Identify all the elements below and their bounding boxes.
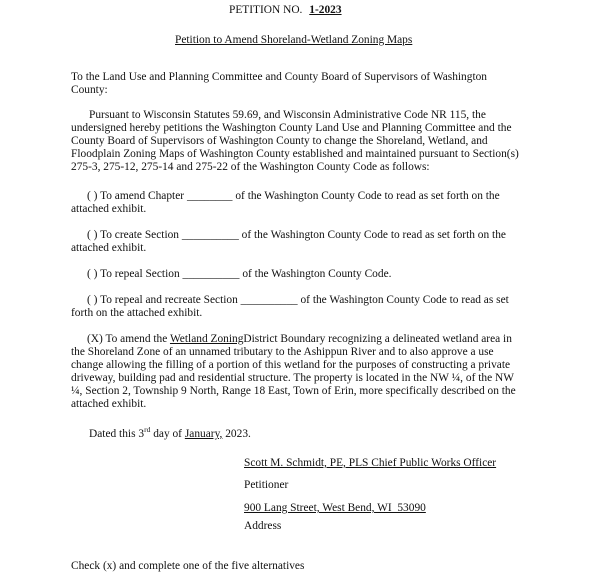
document-title: Petition to Amend Shoreland-Wetland Zoning Maps bbox=[175, 34, 413, 46]
wetland-zoning-term: Wetland Zoning bbox=[169, 333, 244, 345]
checkbox-mark: ( ) bbox=[87, 268, 98, 280]
option-repeal-section: ( ) To repeal Section __________ of the Washington County Code. bbox=[87, 268, 392, 280]
option-repeal-recreate-section: ( ) To repeal and recreate Section __________ of the Washington County Code to read as set forth on the attached exhibit. bbox=[71, 294, 509, 319]
dated-line: Dated this 3rd day of January, 2023. bbox=[89, 425, 251, 440]
blank-field: __________ bbox=[181, 229, 239, 241]
petitioner-address: 900 Lang Street, West Bend, WI 53090 bbox=[244, 502, 426, 514]
checkbox-mark-selected: (X) bbox=[87, 333, 103, 345]
checkbox-mark: ( ) bbox=[87, 229, 98, 241]
address-label: Address bbox=[244, 520, 282, 532]
petition-label: PETITION NO. bbox=[229, 4, 303, 16]
dated-month: January, bbox=[184, 428, 223, 440]
blank-field: ________ bbox=[186, 190, 233, 202]
petitioner-name: Scott M. Schmidt, PE, PLS Chief Public Works Officer bbox=[244, 457, 497, 469]
blank-field: __________ bbox=[182, 268, 240, 280]
blank-field: __________ bbox=[240, 294, 298, 306]
intro-paragraph: Pursuant to Wisconsin Statutes 59.69, and Wisconsin Administrative Code NR 115, the undersigned hereby petitions the Washington County Land Use and Planning Committee and the County Board of Supervisors of Washington County to change the Shoreland, Wetland, and Floodplain Zoning Maps of Washington County established and maintained pursuant to Section(s) 275-3, 275-12, 275-14 and 275-22 of the Washington County Code as follows: bbox=[71, 109, 519, 173]
checkbox-mark: ( ) bbox=[87, 294, 98, 306]
petition-number-line bbox=[229, 4, 352, 17]
option-amend-wetland-zoning: (X) To amend the Wetland ZoningDistrict Boundary recognizing a delineated wetland area in the Shoreland Zone of an unnamed tributary to the Ashippun River and to also approve a use change allowing the filling of a portion of this wetland for the purposes of constructing a private driveway, building pad and residential structure. The property is located in the NW ¼, of the NW ¼, Section 2, Township 9 North, Range 18 East, Town of Erin, more specifically described on the attached exhibit. bbox=[71, 333, 516, 410]
petitioner-label: Petitioner bbox=[244, 479, 289, 491]
footer-note: Check (x) and complete one of the five alternatives bbox=[71, 560, 305, 572]
addressee: To the Land Use and Planning Committee and County Board of Supervisors of Washington County: bbox=[71, 71, 487, 96]
option-create-section: ( ) To create Section __________ of the Washington County Code to read as set forth on the attached exhibit. bbox=[71, 229, 506, 254]
petition-number: 1-2023 bbox=[309, 4, 342, 16]
option-amend-chapter: ( ) To amend Chapter ________ of the Washington County Code to read as set forth on the attached exhibit. bbox=[71, 190, 500, 215]
checkbox-mark: ( ) bbox=[87, 190, 98, 202]
dated-year: 2023. bbox=[225, 428, 251, 440]
dated-day: 3 bbox=[138, 428, 145, 440]
